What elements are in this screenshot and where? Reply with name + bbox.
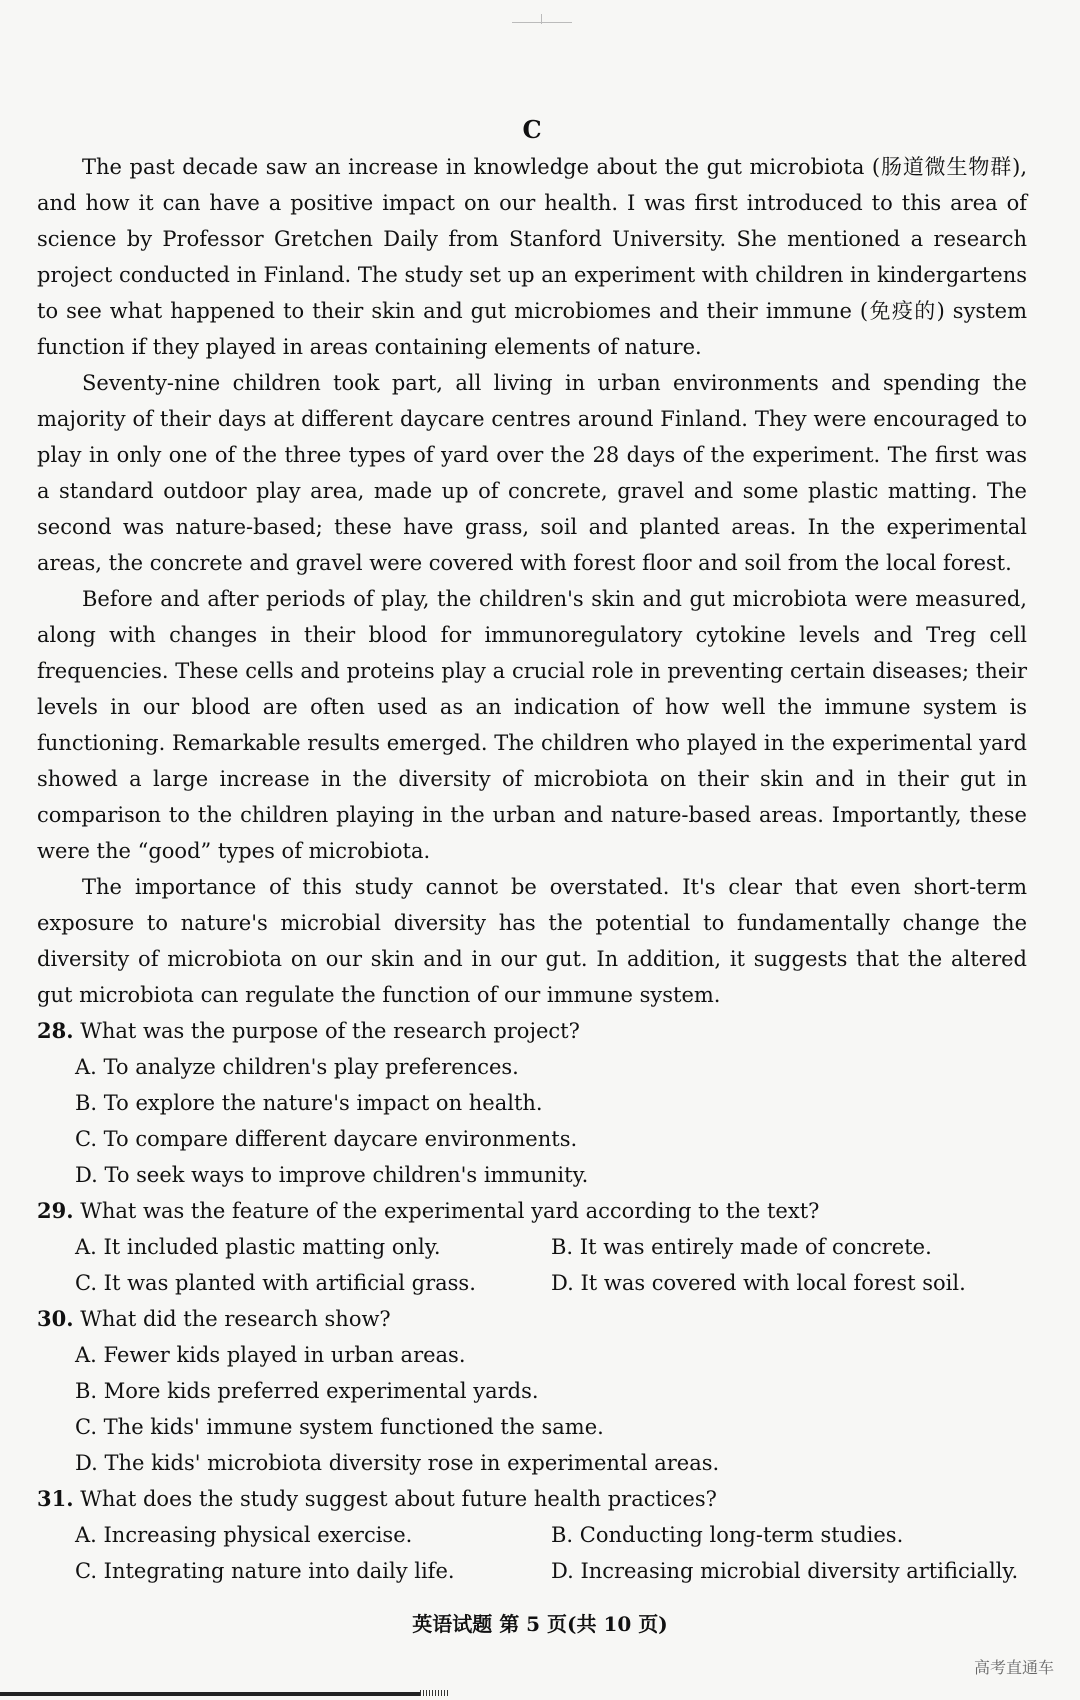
option-28-c: C. To compare different daycare environments. bbox=[75, 1127, 578, 1151]
option-31-c: C. Integrating nature into daily life. bbox=[75, 1559, 455, 1583]
option-31-d: D. Increasing microbial diversity artificially. bbox=[551, 1559, 1019, 1583]
option-29-c: C. It was planted with artificial grass. bbox=[75, 1271, 476, 1295]
exam-page-content bbox=[37, 115, 1027, 1589]
option-28-a: A. To analyze children's play preferences. bbox=[75, 1055, 519, 1079]
question-number: 28. bbox=[37, 1018, 74, 1043]
option-28-d: D. To seek ways to improve children's immunity. bbox=[75, 1163, 589, 1187]
options-row bbox=[75, 1517, 1027, 1553]
passage-paragraph-1: The past decade saw an increase in knowledge about the gut microbiota (肠道微生物群), and how it can have a positive impact on our health. I was first introduced to this area of science by Professor Gretchen Daily from Stanford University. She mentioned a research project conducted in Finland. The study set up an experiment with children in kindergartens to see what happened to their skin and gut microbiomes and their immune (免疫的) system function if they played in areas containing elements of nature. bbox=[37, 155, 1027, 359]
option-31-a: A. Increasing physical exercise. bbox=[75, 1523, 413, 1547]
question-30 bbox=[37, 1301, 1027, 1337]
question-28 bbox=[37, 1013, 1027, 1049]
option-29-a: A. It included plastic matting only. bbox=[75, 1235, 441, 1259]
option-28-b: B. To explore the nature's impact on health. bbox=[75, 1091, 543, 1115]
question-text: What was the purpose of the research project? bbox=[80, 1019, 580, 1043]
corner-label: 高考直通车 bbox=[973, 1658, 1054, 1677]
section-heading: C bbox=[522, 115, 542, 144]
passage-paragraph-3: Before and after periods of play, the children's skin and gut microbiota were measured, along with changes in their blood for immunoregulatory cytokine levels and Treg cell frequencies. These cells and proteins play a crucial role in preventing certain diseases; their levels in our blood are often used as an indication of how well the immune system is functioning. Remarkable results emerged. The children who played in the experimental yard showed a large increase in the diversity of microbiota on their skin and in their gut in comparison to the children playing in the urban and nature-based areas. Importantly, these were the “good” types of microbiota. bbox=[37, 587, 1027, 863]
option-29-b: B. It was entirely made of concrete. bbox=[551, 1235, 932, 1259]
options-row bbox=[75, 1265, 1027, 1301]
question-number: 30. bbox=[37, 1306, 74, 1331]
question-29 bbox=[37, 1193, 1027, 1229]
question-text: What was the feature of the experimental yard according to the text? bbox=[80, 1199, 820, 1223]
options-row bbox=[75, 1229, 1027, 1265]
passage-paragraph-4: The importance of this study cannot be overstated. It's clear that even short-term exposure to nature's microbial diversity has the potential to fundamentally change the diversity of microbiota on our skin and in our gut. In addition, it suggests that the altered gut microbiota can regulate the function of our immune system. bbox=[37, 875, 1027, 1007]
question-31 bbox=[37, 1481, 1027, 1517]
options-row bbox=[75, 1553, 1027, 1589]
bottom-edge-line bbox=[0, 1692, 420, 1696]
question-number: 31. bbox=[37, 1486, 74, 1511]
question-number: 29. bbox=[37, 1198, 74, 1223]
option-30-d: D. The kids' microbiota diversity rose in experimental areas. bbox=[75, 1451, 720, 1475]
question-text: What does the study suggest about future health practices? bbox=[80, 1487, 717, 1511]
option-30-a: A. Fewer kids played in urban areas. bbox=[75, 1343, 466, 1367]
top-crop-mark bbox=[512, 14, 572, 24]
question-text: What did the research show? bbox=[80, 1307, 391, 1331]
option-30-c: C. The kids' immune system functioned the same. bbox=[75, 1415, 604, 1439]
bottom-edge-ticks bbox=[420, 1690, 450, 1696]
page-footer: 英语试题 第 5 页(共 10 页) bbox=[412, 1612, 668, 1636]
option-30-b: B. More kids preferred experimental yards. bbox=[75, 1379, 539, 1403]
option-29-d: D. It was covered with local forest soil. bbox=[551, 1271, 966, 1295]
option-31-b: B. Conducting long-term studies. bbox=[551, 1523, 904, 1547]
passage-paragraph-2: Seventy-nine children took part, all living in urban environments and spending the majority of their days at different daycare centres around Finland. They were encouraged to play in only one of the three types of yard over the 28 days of the experiment. The first was a standard outdoor play area, made up of concrete, gravel and some plastic matting. The second was nature-based; these have grass, soil and planted areas. In the experimental areas, the concrete and gravel were covered with forest floor and soil from the local forest. bbox=[37, 371, 1027, 575]
